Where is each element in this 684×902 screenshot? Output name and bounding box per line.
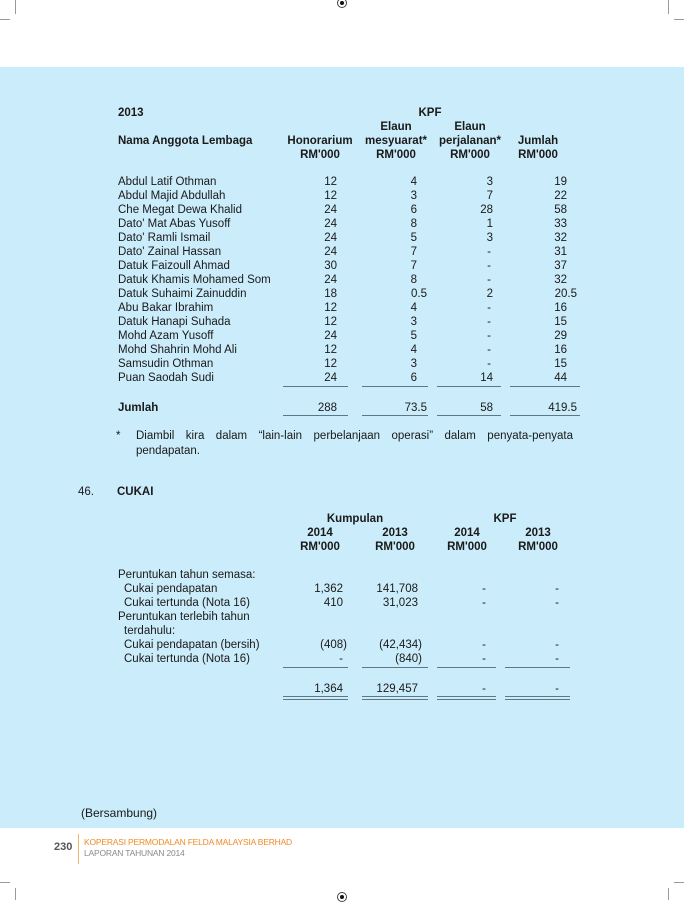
table-cell: 12 — [324, 358, 337, 370]
board-col-header-line1: Elaun — [454, 121, 486, 133]
tax-cell: 1,362 — [314, 583, 343, 595]
table-cell: 7 — [410, 246, 417, 258]
tax-row-label: Cukai pendapatan (bersih) — [124, 639, 260, 651]
total-cell: 288 — [317, 402, 337, 414]
tax-cell: - — [555, 597, 559, 609]
table-cell: 5 — [410, 330, 417, 342]
table-cell: 24 — [324, 274, 337, 286]
tax-cell: 410 — [323, 597, 343, 609]
tax-subtotal-rule — [505, 667, 570, 668]
table-cell: 0.5 — [411, 288, 427, 300]
crop-mark — [15, 0, 16, 14]
table-cell: 24 — [324, 232, 337, 244]
tax-group-kumpulan: Kumpulan — [326, 513, 384, 525]
board-table-name-header: Nama Anggota Lembaga — [118, 135, 253, 147]
tax-total-double-rule — [283, 696, 348, 700]
table-cell: - — [487, 358, 491, 370]
section-title: CUKAI — [117, 486, 154, 498]
crop-mark — [674, 882, 684, 883]
table-cell: 4 — [410, 176, 417, 188]
tax-cell: 141,708 — [376, 583, 418, 595]
subtotal-rule — [283, 386, 348, 387]
table-cell: 15 — [554, 316, 567, 328]
table-cell: 24 — [324, 330, 337, 342]
table-cell: 24 — [324, 204, 337, 216]
footnote-marker: * — [116, 430, 121, 442]
table-cell: 30 — [324, 260, 337, 272]
board-col-unit: RM'000 — [376, 149, 416, 161]
table-cell: 14 — [480, 372, 493, 384]
tax-cell: - — [555, 583, 559, 595]
table-row-name: Datuk Hanapi Suhada — [118, 316, 231, 328]
table-cell: 18 — [324, 288, 337, 300]
table-cell: - — [487, 330, 491, 342]
tax-cell: - — [339, 653, 343, 665]
total-cell: 73.5 — [404, 402, 427, 414]
total-label: Jumlah — [118, 402, 159, 414]
table-cell: 8 — [410, 274, 417, 286]
board-col-header: Honorarium — [287, 135, 353, 147]
table-cell: 12 — [324, 302, 337, 314]
section-number: 46. — [78, 486, 94, 498]
table-cell: 44 — [554, 372, 567, 384]
table-row-name: Puan Saodah Sudi — [118, 372, 214, 384]
subtotal-rule — [437, 386, 501, 387]
table-cell: - — [487, 344, 491, 356]
table-cell: 4 — [410, 302, 417, 314]
total-rule — [437, 415, 501, 416]
tax-row-label: Cukai tertunda (Nota 16) — [124, 653, 250, 665]
tax-subtotal-rule — [362, 667, 428, 668]
table-cell: 31 — [554, 246, 567, 258]
table-cell: 24 — [324, 246, 337, 258]
continued-label: (Bersambung) — [81, 806, 158, 820]
crop-mark — [674, 19, 684, 20]
table-cell: 3 — [410, 190, 417, 202]
tax-row-label: Cukai tertunda (Nota 16) — [124, 597, 250, 609]
board-table-footnote — [116, 429, 573, 459]
table-cell: 16 — [554, 302, 567, 314]
tax-total-cell: - — [482, 683, 486, 695]
tax-col-year: 2014 — [454, 527, 480, 539]
subtotal-rule — [362, 386, 428, 387]
table-cell: 3 — [410, 316, 417, 328]
crop-mark — [0, 19, 10, 20]
table-cell: - — [487, 260, 491, 272]
table-row-name: Che Megat Dewa Khalid — [118, 204, 243, 216]
tax-subtotal-rule — [437, 667, 496, 668]
footer-divider — [78, 834, 79, 864]
table-row-name: Mohd Shahrin Mohd Ali — [118, 344, 237, 356]
tax-total-double-rule — [437, 696, 496, 700]
table-cell: 19 — [554, 176, 567, 188]
table-row-name: Abu Bakar Ibrahim — [118, 302, 214, 314]
tax-cell: - — [482, 597, 486, 609]
table-row-name: Datuk Suhaimi Zainuddin — [118, 288, 247, 300]
tax-total-double-rule — [362, 696, 428, 700]
tax-group-kpf: KPF — [493, 513, 517, 525]
tax-subtotal-rule — [283, 667, 348, 668]
table-cell: 7 — [486, 190, 493, 202]
tax-total-cell: - — [555, 683, 559, 695]
table-cell: 32 — [554, 274, 567, 286]
table-cell: 24 — [324, 372, 337, 384]
crop-mark — [0, 882, 10, 883]
table-cell: 37 — [554, 260, 567, 272]
table-cell: 12 — [324, 176, 337, 188]
board-col-unit: RM'000 — [300, 149, 340, 161]
tax-col-year: 2013 — [382, 527, 408, 539]
tax-col-unit: RM'000 — [447, 541, 487, 553]
total-rule — [362, 415, 428, 416]
tax-total-double-rule — [505, 696, 570, 700]
tax-cell: - — [555, 639, 559, 651]
footnote-text: Diambil kira dalam “lain-lain perbelanjaan operasi” dalam penyata-penyata pendapatan. — [136, 430, 573, 457]
table-row-name: Abdul Latif Othman — [118, 176, 217, 188]
tax-row-label: terdahulu: — [124, 625, 176, 637]
table-cell: 15 — [554, 358, 567, 370]
table-cell: - — [487, 302, 491, 314]
table-cell: 3 — [486, 176, 493, 188]
table-cell: 7 — [410, 260, 417, 272]
board-table-group-header: KPF — [418, 107, 442, 119]
table-row-name: Dato' Ramli Ismail — [118, 232, 211, 244]
table-row-name: Abdul Majid Abdullah — [118, 190, 226, 202]
table-cell: 16 — [554, 344, 567, 356]
table-cell: 6 — [410, 204, 417, 216]
table-row-name: Samsudin Othman — [118, 358, 214, 370]
total-cell: 58 — [480, 402, 493, 414]
total-cell: 419.5 — [548, 402, 577, 414]
registration-mark-icon — [337, 0, 347, 8]
table-cell: 12 — [324, 344, 337, 356]
subtotal-rule — [510, 386, 580, 387]
tax-total-cell: 129,457 — [376, 683, 418, 695]
tax-cell: (840) — [395, 653, 422, 665]
table-row-name: Dato' Mat Abas Yusoff — [118, 218, 231, 230]
table-cell: 12 — [324, 316, 337, 328]
table-cell: 24 — [324, 218, 337, 230]
tax-col-unit: RM'000 — [300, 541, 340, 553]
tax-row-label: Cukai pendapatan — [124, 583, 218, 595]
table-cell: 22 — [554, 190, 567, 202]
tax-cell: - — [482, 639, 486, 651]
footer-organization: KOPERASI PERMODALAN FELDA MALAYSIA BERHAD — [84, 837, 292, 847]
tax-col-year: 2013 — [525, 527, 551, 539]
board-table-year: 2013 — [118, 107, 144, 119]
table-cell: 3 — [410, 358, 417, 370]
table-cell: 29 — [554, 330, 567, 342]
table-row-name: Mohd Azam Yusoff — [118, 330, 214, 342]
tax-cell: - — [482, 653, 486, 665]
crop-mark — [668, 0, 669, 14]
board-col-header: Jumlah — [517, 135, 559, 147]
registration-mark-icon — [337, 892, 347, 902]
table-cell: 33 — [554, 218, 567, 230]
table-cell: 3 — [486, 232, 493, 244]
tax-row-label: Peruntukan tahun semasa: — [118, 569, 256, 581]
board-col-header: mesyuarat* — [364, 135, 427, 147]
table-cell: 28 — [480, 204, 493, 216]
table-cell: 2 — [486, 288, 493, 300]
table-row-name: Datuk Khamis Mohamed Som — [118, 274, 271, 286]
table-cell: 8 — [410, 218, 417, 230]
table-cell: 5 — [410, 232, 417, 244]
board-col-header-line1: Elaun — [380, 121, 412, 133]
tax-cell: - — [555, 653, 559, 665]
board-col-unit: RM'000 — [450, 149, 490, 161]
table-cell: 12 — [324, 190, 337, 202]
table-cell: 32 — [554, 232, 567, 244]
total-rule — [510, 415, 580, 416]
table-cell: 1 — [486, 218, 493, 230]
tax-col-unit: RM'000 — [375, 541, 415, 553]
table-cell: - — [487, 316, 491, 328]
page-number: 230 — [54, 841, 73, 853]
total-rule — [283, 415, 348, 416]
tax-cell: (408) — [320, 639, 347, 651]
tax-total-cell: 1,364 — [314, 683, 343, 695]
table-cell: 6 — [410, 372, 417, 384]
table-row-name: Dato' Zainal Hassan — [118, 246, 222, 258]
crop-mark — [15, 888, 16, 900]
table-cell: 20.5 — [554, 288, 577, 300]
tax-cell: - — [482, 583, 486, 595]
board-col-header: perjalanan* — [439, 135, 501, 147]
tax-cell: (42,434) — [379, 639, 422, 651]
table-cell: 4 — [410, 344, 417, 356]
table-cell: 58 — [554, 204, 567, 216]
tax-col-year: 2014 — [307, 527, 333, 539]
footer-report-title: LAPORAN TAHUNAN 2014 — [84, 848, 185, 858]
table-cell: - — [487, 274, 491, 286]
crop-mark — [668, 888, 669, 900]
table-cell: - — [487, 246, 491, 258]
tax-row-label: Peruntukan terlebih tahun — [118, 611, 250, 623]
tax-cell: 31,023 — [382, 597, 418, 609]
table-row-name: Datuk Faizoull Ahmad — [118, 260, 230, 272]
tax-col-unit: RM'000 — [518, 541, 558, 553]
board-col-unit: RM'000 — [518, 149, 558, 161]
